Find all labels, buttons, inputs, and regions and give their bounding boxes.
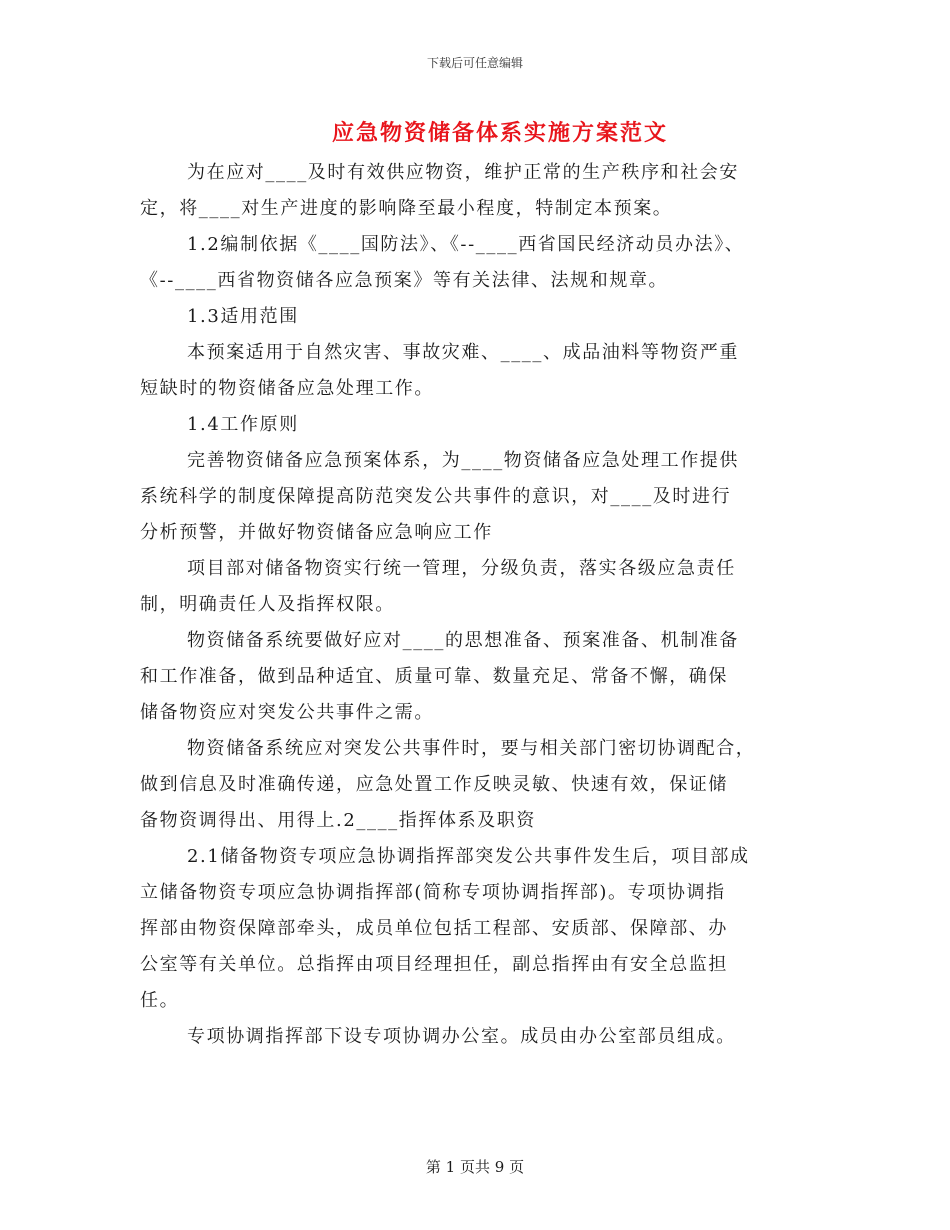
paragraph	[140, 623, 820, 731]
paragraph-line: 完善物资储备应急预案体系，为____物资储备应急处理工作提供	[187, 450, 739, 471]
paragraph-line: 制，明确责任人及指挥权限。	[140, 594, 395, 615]
paragraph-line: 定，将____对生产进度的影响降至最小程度，特制定本预案。	[140, 198, 673, 219]
paragraph-line: 分析预警，并做好物资储备应急响应工作	[140, 522, 493, 543]
paragraph-line: 物资储备系统应对突发公共事件时，要与相关部门密切协调配合，	[187, 738, 756, 759]
paragraph	[140, 335, 820, 407]
paragraph-line: 和工作准备，做到品种适宜、质量可靠、数量充足、常备不懈，确保	[140, 666, 728, 687]
paragraph-line: 系统科学的制度保障提高防范突发公共事件的意识，对____及时进行	[140, 486, 732, 507]
paragraph	[140, 731, 820, 839]
paragraph-line: 物资储备系统要做好应对____的思想准备、预案准备、机制准备	[187, 630, 739, 651]
paragraph	[140, 155, 820, 227]
paragraph-line: 项目部对储备物资实行统一管理，分级负责，落实各级应急责任	[187, 558, 736, 579]
paragraph-line: 为在应对____及时有效供应物资，维护正常的生产秩序和社会安	[187, 162, 739, 183]
paragraph-line: 专项协调指挥部下设专项协调办公室。成员由办公室部员组成。	[187, 1026, 736, 1047]
paragraph	[140, 227, 820, 299]
header-note: 下载后可任意编辑	[426, 56, 523, 70]
paragraph-line: 任。	[140, 990, 180, 1011]
paragraph-line: 短缺时的物资储备应急处理工作。	[140, 378, 434, 399]
paragraph-line: 《--____西省物资储各应急预案》等有关法律、法规和规章。	[140, 270, 669, 291]
paragraph-line: 备物资调得出、用得上.2____指挥体系及职资	[140, 810, 536, 831]
section-heading	[140, 299, 820, 335]
document-body	[140, 155, 820, 1055]
paragraph-line: 立储备物资专项应急协调指挥部(简称专项协调指挥部)。专项协调指	[140, 882, 726, 903]
paragraph-line: 储备物资应对突发公共事件之需。	[140, 702, 434, 723]
page-number: 第 1 页共 9 页	[425, 1158, 525, 1176]
paragraph-line: 1.4工作原则	[187, 414, 299, 435]
section-heading	[140, 407, 820, 443]
paragraph-line: 本预案适用于自然灾害、事故灾难、____、成品油料等物资严重	[187, 342, 739, 363]
paragraph-line: 2.1储备物资专项应急协调指挥部突发公共事件发生后，项目部成	[187, 846, 750, 867]
paragraph-line: 1.3适用范围	[187, 306, 299, 327]
paragraph-line: 公室等有关单位。总指挥由项目经理担任，副总指挥由有安全总监担	[140, 954, 728, 975]
paragraph-line: 1.2编制依据《____国防法》、《--____西省国民经济动员办法》、	[187, 234, 745, 255]
paragraph-line: 挥部由物资保障部牵头，成员单位包括工程部、安质部、保障部、办	[140, 918, 728, 939]
paragraph	[140, 551, 820, 623]
document-title: 应急物资储备体系实施方案范文	[331, 120, 668, 146]
paragraph	[140, 443, 820, 551]
paragraph	[140, 1019, 820, 1055]
paragraph	[140, 839, 820, 1019]
paragraph-line: 做到信息及时准确传递，应急处置工作反映灵敏、快速有效，保证储	[140, 774, 728, 795]
